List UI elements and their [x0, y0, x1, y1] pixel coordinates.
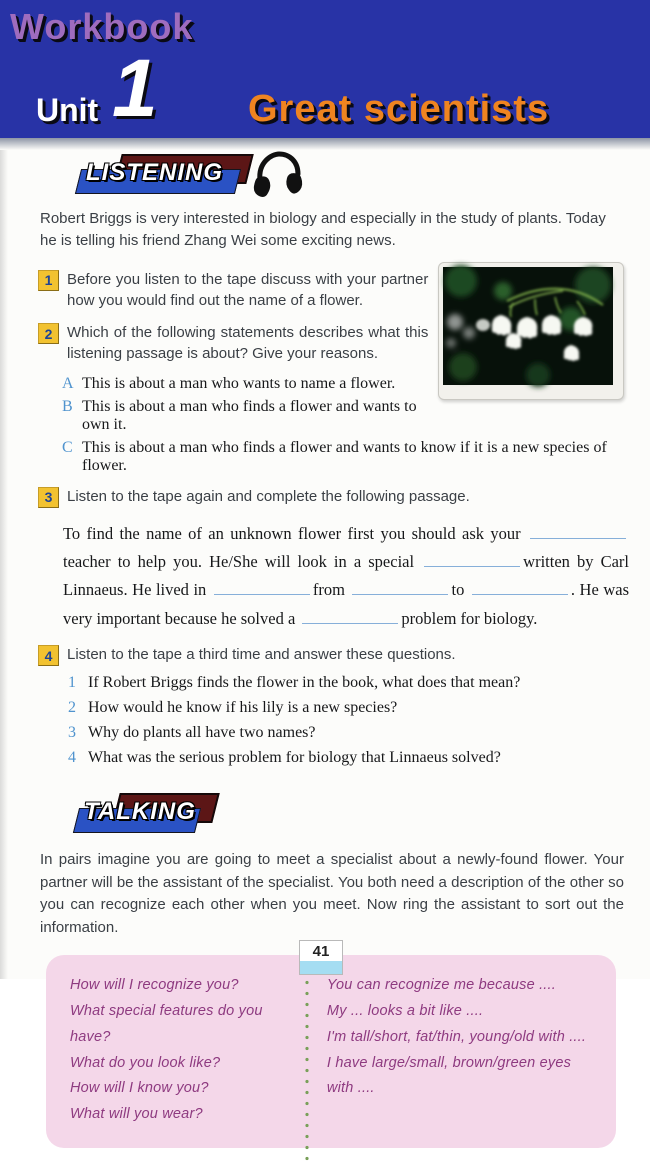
- exercise-2-number: 2: [38, 323, 59, 344]
- phrase-line: What special features do you have?: [70, 1002, 263, 1045]
- phrase-line: You can recognize me because ....: [326, 977, 556, 994]
- workbook-label: Workbook: [10, 6, 194, 47]
- phrase-line: How will I recognize you?: [70, 977, 239, 994]
- question-3-number: 3: [68, 724, 76, 742]
- question-2-number: 2: [68, 699, 76, 717]
- fill-in-blank[interactable]: [352, 582, 448, 595]
- exercise-photo-layout: [38, 258, 624, 434]
- option-a-letter: A: [62, 374, 74, 392]
- option-b-text: This is about a man who finds a flower and wants to own it.: [82, 397, 417, 433]
- question-1: [68, 674, 624, 692]
- exercise-3-number: 3: [38, 487, 59, 508]
- option-c-letter: C: [62, 438, 73, 456]
- option-b-letter: B: [62, 397, 73, 415]
- exercise-4: [38, 644, 624, 666]
- exercise-1-number: 1: [38, 270, 59, 291]
- exercise-1: [38, 269, 428, 312]
- question-list: [68, 674, 624, 767]
- question-4-text: What was the serious problem for biology that Linnaeus solved?: [88, 749, 501, 767]
- option-c: [62, 439, 624, 475]
- exercise-1-text: Before you listen to the tape discuss with your partner how you would find out the name of a flower.: [67, 270, 429, 309]
- exercise-4-number: 4: [38, 645, 59, 666]
- unit-word: Unit: [36, 92, 99, 128]
- page-number: 41: [312, 943, 330, 960]
- page-number-strip: [300, 961, 342, 974]
- phrase-line: I have large/small, brown/green eyes with ....: [326, 1054, 572, 1097]
- lily-of-the-valley-photo: [438, 262, 624, 400]
- exercise-3-text: Listen to the tape again and complete the following passage.: [67, 487, 470, 505]
- phrase-line: How will I know you?: [70, 1080, 209, 1097]
- option-a-text: This is about a man who wants to name a flower.: [82, 374, 396, 392]
- phrase-line: My ... looks a bit like ....: [326, 1002, 484, 1019]
- listening-intro-text: Robert Briggs is very interested in biology and especially in the study of plants. Today he is telling his friend Zhang Wei some exciting news.: [40, 210, 606, 249]
- question-3-text: Why do plants all have two names?: [88, 724, 316, 742]
- phrase-line: I'm tall/short, fat/thin, young/old with ....: [326, 1028, 587, 1045]
- exercise-3: [38, 486, 624, 508]
- question-3: [68, 724, 624, 742]
- phrase-box-left-column: [70, 973, 301, 1128]
- exercise-2: [38, 322, 428, 365]
- question-2: [68, 699, 624, 717]
- fill-in-blank[interactable]: [424, 554, 520, 567]
- phrase-box: [46, 955, 616, 1148]
- phrase-box-container: [46, 955, 616, 1148]
- exercise-4-text: Listen to the tape a third time and answer these questions.: [67, 646, 456, 664]
- statement-options: [62, 375, 428, 434]
- talking-banner-label: TALKING: [84, 798, 196, 826]
- page-number-box: [299, 940, 343, 975]
- unit-header: [0, 0, 650, 138]
- headphones-icon: [252, 150, 304, 203]
- cloze-passage: To find the name of an unknown flower first you should ask your teacher to help you. He/She will look in a special written by Carl Linnaeus. He lived in from to . He was very important because he solved a problem for biology.: [63, 523, 629, 628]
- option-c-text: This is about a man who finds a flower and wants to know if it is a new species of flower.: [82, 438, 607, 474]
- fill-in-blank[interactable]: [214, 582, 310, 595]
- question-4-number: 4: [68, 749, 76, 767]
- phrase-line: What will you wear?: [70, 1106, 203, 1123]
- talking-intro-text: In pairs imagine you are going to meet a specialist about a newly-found flower. Your partner will be the assistant of the specialist. You both need a description of the other so you can recognize each other when you meet. Now ring the assistant to sort out the information.: [40, 851, 624, 936]
- listening-section-banner: [76, 154, 306, 200]
- question-1-number: 1: [68, 674, 76, 692]
- question-1-text: If Robert Briggs finds the flower in the book, what does that mean?: [88, 674, 521, 692]
- phrase-line: What do you look like?: [70, 1054, 221, 1071]
- question-4: [68, 749, 624, 767]
- question-2-text: How would he know if his lily is a new species?: [88, 699, 398, 717]
- page-content: [0, 154, 650, 1148]
- talking-section-banner: [76, 793, 256, 839]
- listening-banner-label: LISTENING: [86, 159, 224, 186]
- option-a: [62, 375, 428, 393]
- option-b: [62, 398, 428, 434]
- exercise-2-text: Which of the following statements describes what this listening passage is about? Give your reasons.: [67, 324, 429, 363]
- fill-in-blank[interactable]: [302, 611, 398, 624]
- fill-in-blank[interactable]: [530, 526, 626, 539]
- phrase-box-right-column: [301, 973, 598, 1128]
- unit-number: 1: [112, 43, 158, 134]
- unit-title: Great scientists: [248, 88, 550, 130]
- exercise-column: [38, 258, 428, 434]
- fill-in-blank[interactable]: [472, 582, 568, 595]
- dotted-divider: [305, 944, 309, 1163]
